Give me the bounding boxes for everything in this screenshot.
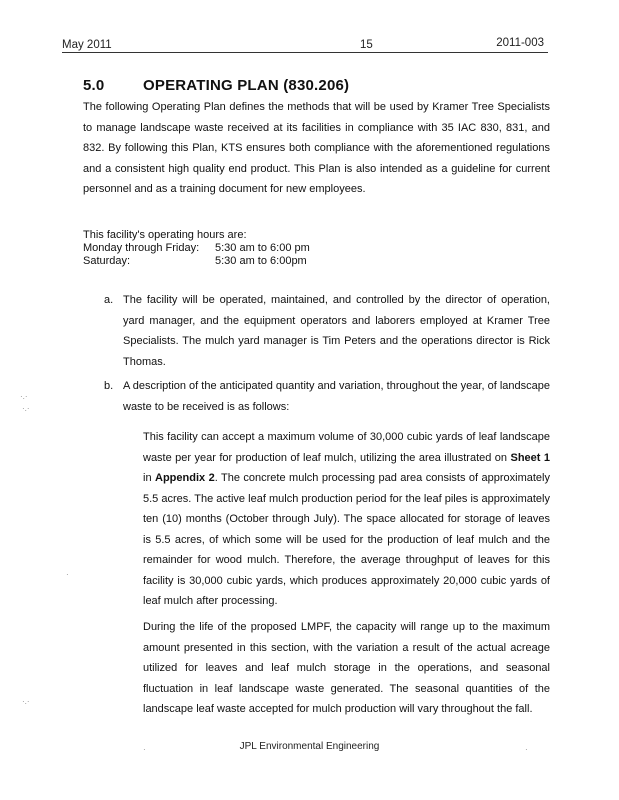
header-doc-number: 2011-003 xyxy=(496,37,544,49)
header-date: May 2011 xyxy=(62,39,112,51)
appendix-reference: Appendix 2 xyxy=(155,472,215,484)
variation-paragraph: During the life of the proposed LMPF, the capacity will range up to the maximum amount presented in this section, with the variation a result of the actual acreage utilized for leaves and leaf mulch storage in the operations, and seasonal fluctuation in leaf landscape waste generated. The seasonal quantities of the landscape leaf waste accepted for mulch production will vary throughout the fall. xyxy=(143,621,550,715)
header-page-number: 15 xyxy=(360,39,373,51)
section-number: 5.0 xyxy=(83,77,105,94)
hours-heading: This facility's operating hours are: xyxy=(83,229,247,241)
list-item-text: The facility will be operated, maintained, and controlled by the director of operation, yard manager, and the equipment operators and laborers employed at Kramer Tree Specialists. The mulch yard manager is Tim Peters and the operations director is Rick Thomas. xyxy=(123,294,550,368)
scan-speck: · xyxy=(66,570,69,579)
list-item-label: a. xyxy=(104,294,114,306)
list-item-a xyxy=(104,290,550,372)
page-header xyxy=(62,37,548,55)
hours-row xyxy=(83,255,383,268)
sheet-reference: Sheet 1 xyxy=(510,451,550,464)
capacity-paragraph xyxy=(143,427,550,612)
hours-day: Saturday: xyxy=(83,255,131,267)
capacity-text: . The concrete mulch processing pad area consists of approximately 5.5 acres. The active leaf mulch production period for the leaf piles is approximately ten (10) months (October through July). The space allocated for storage of leaves is 5.5 acres, of which some will be used for the production of leaf mulch and the remainder for wood mulch. Therefore, the average throughput of leaves for this facility is 30,000 cubic yards, which produces approximately 20,000 cubic yards of leaf mulch after processing. xyxy=(143,472,550,607)
header-rule xyxy=(62,52,548,53)
hours-day: Monday through Friday: xyxy=(83,242,200,254)
section-heading xyxy=(83,77,349,94)
list-item-text: A description of the anticipated quantity and variation, throughout the year, of landscape waste to be received is as follows: xyxy=(123,380,550,413)
page-footer: JPL Environmental Engineering xyxy=(239,741,380,752)
section-title: OPERATING PLAN (830.206) xyxy=(143,77,350,94)
scan-speck: · xyxy=(525,745,528,754)
hours-row xyxy=(83,242,383,255)
list-item-label: b. xyxy=(104,380,114,392)
hours-time: 5:30 am to 6:00pm xyxy=(215,255,307,267)
capacity-text: This facility can accept a maximum volume of 30,000 cubic yards of leaf landscape waste per year for production of leaf mulch, utilizing the area illustrated on xyxy=(143,431,550,464)
scan-speck: ·.· xyxy=(20,392,28,401)
operating-hours xyxy=(83,229,383,268)
scan-speck: · xyxy=(143,745,146,754)
capacity-text: in xyxy=(143,472,156,484)
list-item-b xyxy=(104,376,550,417)
hours-time: 5:30 am to 6:00 pm xyxy=(215,242,310,254)
scan-speck: ·.· xyxy=(22,697,30,706)
intro-paragraph: The following Operating Plan defines the methods that will be used by Kramer Tree Specialists to manage landscape waste received at its facilities in compliance with 35 IAC 830, 831, and 832. By following this Plan, KTS ensures both compliance with the aforementioned regulations and a consistent high quality end product. This Plan is also intended as a guideline for current personnel and as a training document for new employees. xyxy=(83,101,550,195)
scan-speck: ·.· xyxy=(22,404,30,413)
